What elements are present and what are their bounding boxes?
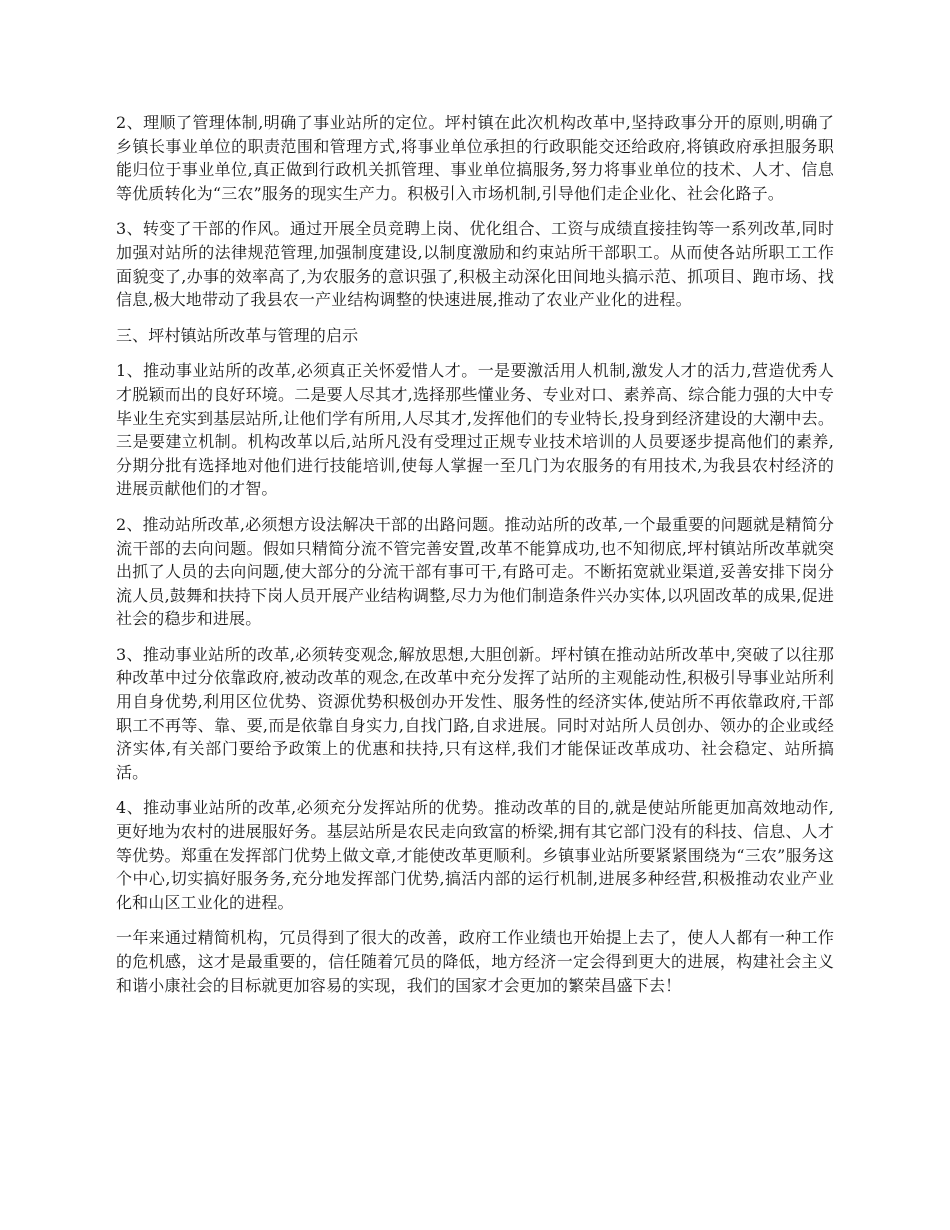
paragraph-station-advantages: 4、推动事业站所的改革,必须充分发挥站所的优势。推动改革的目的,就是使站所能更加高效地动作,更好地为农村的进展服好务。基层站所是农民走向致富的桥梁,拥有其它部门没有的科技、信息、人才等优势。郑重在发挥部门优势上做文章,才能使改革更顺利。乡镇事业站所要紧紧围绕为“三农”服务这个中心,切实搞好服务务,充分地发挥部门优势,搞活内部的运行机制,进展多种经营,积极推动农业产业化和山区工业化的进程。 xyxy=(116,798,834,912)
section-heading-inspiration: 三、坪村镇站所改革与管理的启示 xyxy=(116,325,359,345)
paragraph-cherish-talent: 1、推动事业站所的改革,必须真正关怀爱惜人才。一是要激活用人机制,激发人才的活力,营造优秀人才脱颖而出的良好环境。二是要人尽其才,选择那些懂业务、专业对口、素养高、综合能力强的大中专毕业生充实到基层站所,让他们学有所用,人尽其才,发挥他们的专业特长,投身到经济建设的大潮中去。三是要建立机制。机构改革以后,站所凡没有受理过正规专业技术培训的人员要逐步提高他们的素养,分期分批有选择地对他们进行技能培训,使每人掌握一至几门为农服务的有用技术,为我县农村经济的进展贡献他们的才智。 xyxy=(116,361,834,499)
paragraph-management-system: 2、理顺了管理体制,明确了事业站所的定位。坪村镇在此次机构改革中,坚持政事分开的原则,明确了乡镇长事业单位的职责范围和管理方式,将事业单位承担的行政职能交还给政府,将镇政府承担服务职能归位于事业单位,真正做到行政机关抓管理、事业单位搞服务,努力将事业单位的技术、人才、信息等优质转化为“三农”服务的现实生产力。积极引入市场机制,引导他们走企业化、社会化路子。 xyxy=(116,113,834,203)
paragraph-conclusion: 一年来通过精简机构，冗员得到了很大的改善，政府工作业绩也开始提上去了，使人人都有一种工作的危机感，这才是最重要的，信任随着冗员的降低，地方经济一定会得到更大的进展，构建社会主义和谐小康社会的目标就更加容易的实现，我们的国家才会更加的繁荣昌盛下去！ xyxy=(116,928,834,995)
paragraph-change-concepts: 3、推动事业站所的改革,必须转变观念,解放思想,大胆创新。坪村镇在推动站所改革中,突破了以往那种改革中过分依靠政府,被动改革的观念,在改革中充分发挥了站所的主观能动性,积极引导事业站所利用自身优势,利用区位优势、资源优势积极创办开发性、服务性的经济实体,使站所不再依靠政府,干部职工不再等、靠、要,而是依靠自身实力,自找门路,自求进展。同时对站所人员创办、领办的企业或经济实体,有关部门要给予政策上的优惠和扶持,只有这样,我们才能保证改革成功、社会稳定、站所搞活。 xyxy=(116,644,834,782)
paragraph-cadre-outlet: 2、推动站所改革,必须想方设法解决干部的出路问题。推动站所的改革,一个最重要的问题就是精简分流干部的去向问题。假如只精简分流不管完善安置,改革不能算成功,也不知彻底,坪村镇站所改革就突出抓了人员的去向问题,使大部分的分流干部有事可干,有路可走。不断拓宽就业渠道,妥善安排下岗分流人员,鼓舞和扶持下岗人员开展产业结构调整,尽力为他们制造条件兴办实体,以巩固改革的成果,促进社会的稳步和进展。 xyxy=(116,514,834,629)
document-body xyxy=(116,111,834,1009)
paragraph-cadre-style: 3、转变了干部的作风。通过开展全员竞聘上岗、优化组合、工资与成绩直接挂钩等一系列改革,同时加强对站所的法律规范管理,加强制度建设,以制度激励和约束站所干部职工。从而使各站所职工工作面貌变了,办事的效率高了,为农服务的意识强了,积极主动深化田间地头搞示范、抓项目、跑市场、找信息,极大地带动了我县农一产业结构调整的快速进展,推动了农业产业化的进程。 xyxy=(116,219,834,310)
